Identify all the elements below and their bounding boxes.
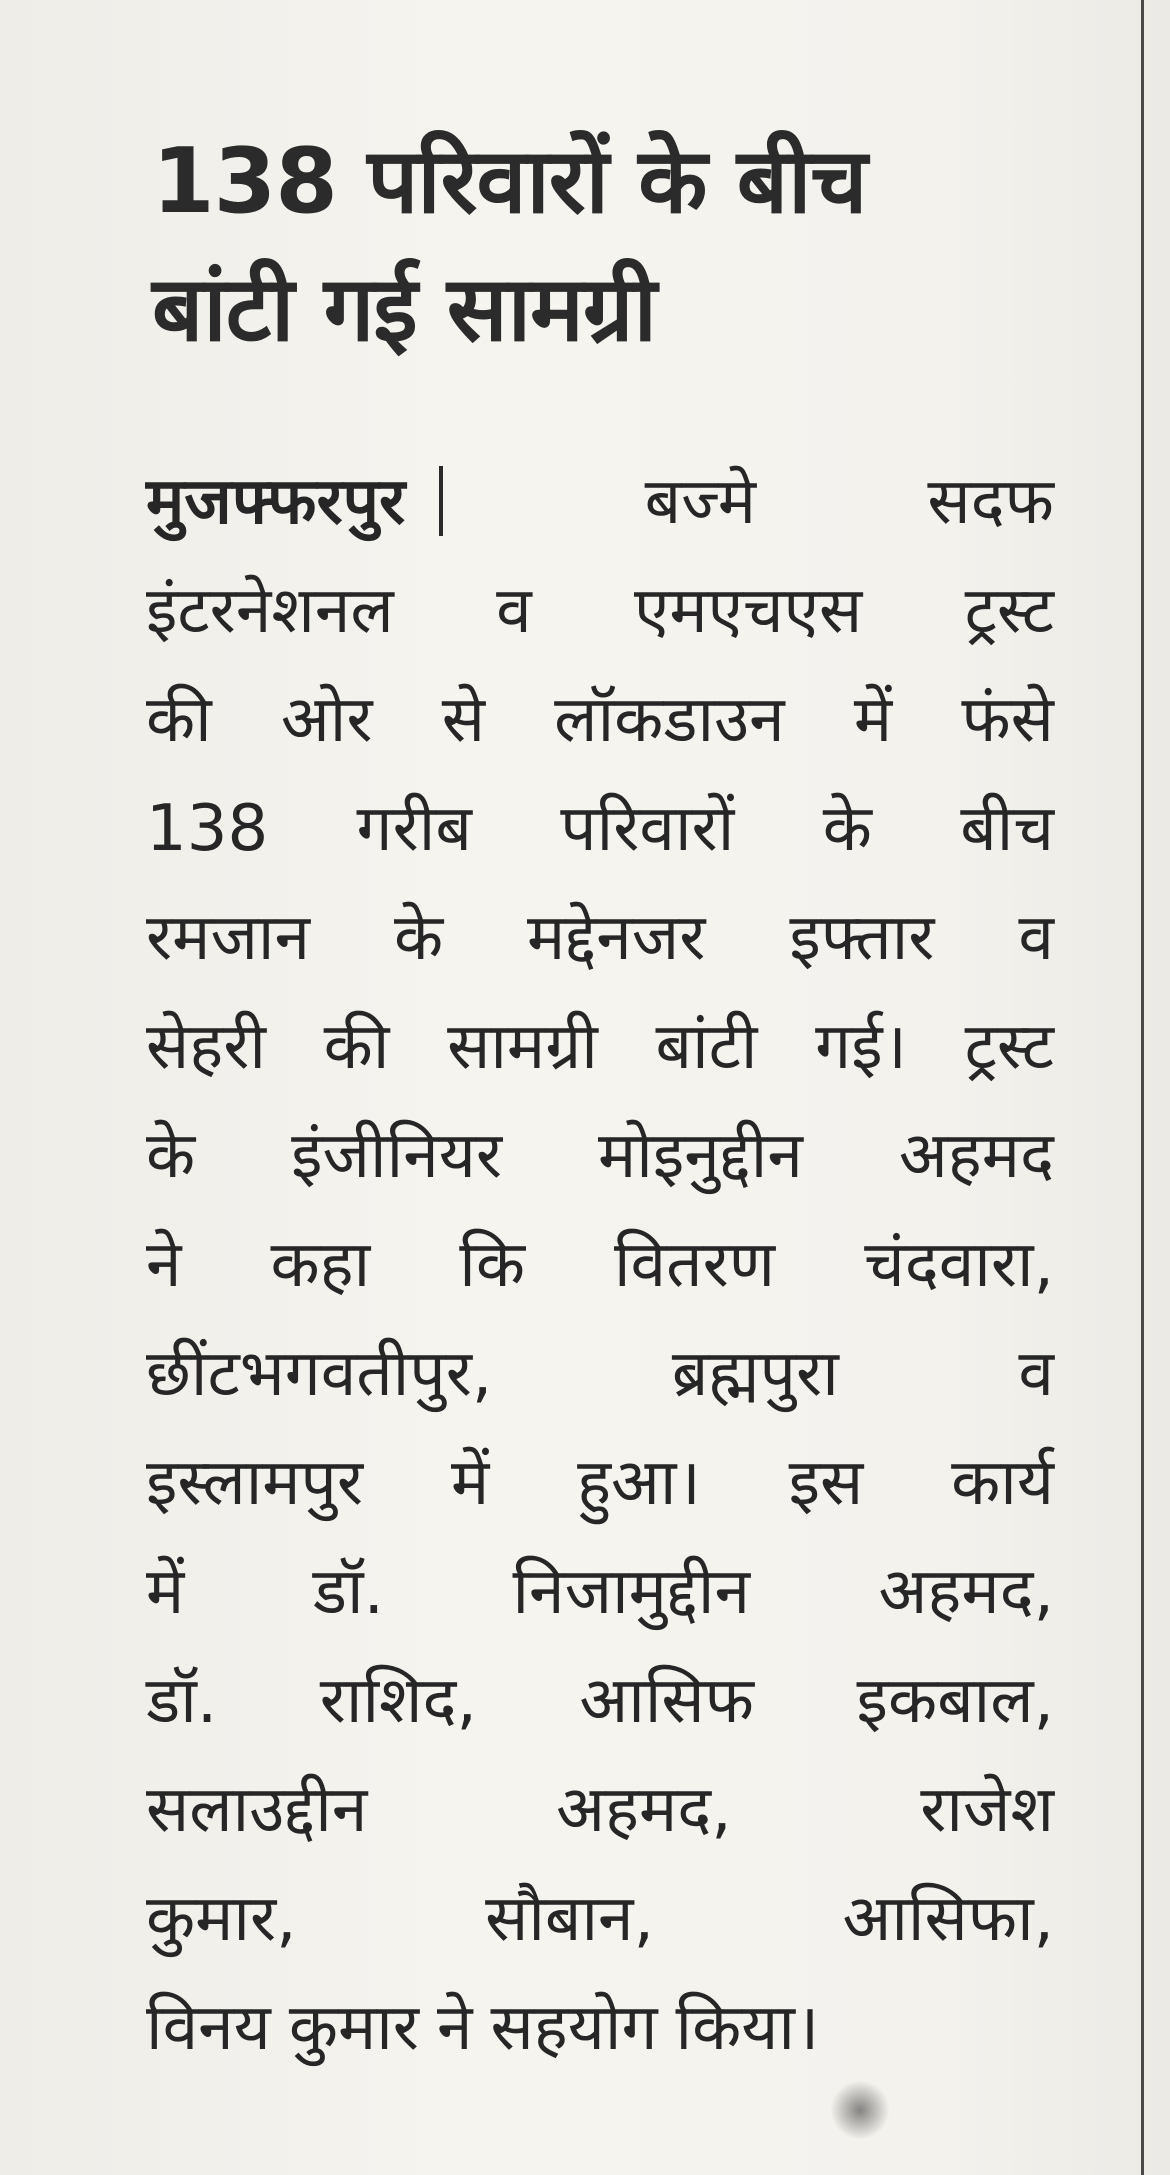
body-line bbox=[146, 993, 1054, 1102]
body-word: हुआ। bbox=[577, 1446, 701, 1520]
body-word: सदफ bbox=[927, 465, 1054, 539]
body-word: अहमद, bbox=[878, 1555, 1054, 1629]
body-word: एमएचएस bbox=[633, 574, 863, 648]
body-word: ट्रस्ट bbox=[964, 574, 1054, 648]
body-word: मोइनुद्दीन bbox=[597, 1119, 803, 1193]
body-word: किया। bbox=[675, 1991, 820, 2065]
body-word: छींटभगवतीपुर, bbox=[146, 1337, 493, 1411]
body-word: ने bbox=[146, 1228, 182, 1302]
body-word: कुमार, bbox=[146, 1882, 297, 1956]
body-line bbox=[146, 666, 1054, 775]
body-line bbox=[146, 1102, 1054, 1211]
ink-smudge bbox=[830, 2080, 890, 2140]
body-word: में bbox=[853, 683, 893, 757]
body-word: इंजीनियर bbox=[291, 1119, 503, 1193]
body-word: व bbox=[496, 574, 532, 648]
body-word: कार्य bbox=[951, 1446, 1054, 1520]
dateline-group bbox=[146, 448, 473, 557]
body-word: ट्रस्ट bbox=[964, 1010, 1054, 1084]
body-word: इस bbox=[788, 1446, 864, 1520]
body-line bbox=[146, 557, 1054, 666]
body-word: में bbox=[450, 1446, 490, 1520]
body-word: इस्लामपुर bbox=[146, 1446, 364, 1520]
body-word: 138 bbox=[146, 792, 269, 866]
body-word: बीच bbox=[960, 792, 1054, 866]
body-line bbox=[146, 1538, 1054, 1647]
body-word: ओर bbox=[280, 683, 373, 757]
body-word: विनय bbox=[146, 1991, 271, 2065]
body-word: राशिद, bbox=[319, 1664, 477, 1738]
body-word: गई। bbox=[815, 1010, 907, 1084]
body-word: की bbox=[323, 1010, 390, 1084]
body-word: परिवारों bbox=[560, 792, 735, 866]
body-word: डॉ. bbox=[312, 1555, 384, 1629]
article-headline bbox=[152, 118, 1052, 374]
body-word: अहमद bbox=[898, 1119, 1054, 1193]
body-word: के bbox=[822, 792, 872, 866]
body-word: सेहरी bbox=[146, 1010, 266, 1084]
body-word: सलाउद्दीन bbox=[146, 1773, 368, 1847]
body-word: इकबाल, bbox=[856, 1664, 1054, 1738]
body-word: सौबान, bbox=[485, 1882, 654, 1956]
body-word: चंदवारा, bbox=[864, 1228, 1054, 1302]
body-line bbox=[146, 1865, 1054, 1974]
dateline-separator bbox=[439, 466, 443, 536]
body-line bbox=[146, 1211, 1054, 1320]
body-line bbox=[146, 1647, 1054, 1756]
body-word: में bbox=[146, 1555, 185, 1629]
body-word: मद्देनजर bbox=[526, 901, 706, 975]
body-word: वितरण bbox=[613, 1228, 776, 1302]
body-line bbox=[146, 884, 1054, 993]
body-word: अहमद, bbox=[556, 1773, 732, 1847]
body-line bbox=[146, 1756, 1054, 1865]
body-word: व bbox=[1018, 1337, 1054, 1411]
dateline: मुजफ्फरपुर bbox=[146, 465, 406, 539]
body-word: बज्मे bbox=[644, 465, 757, 539]
body-word: ने bbox=[437, 1991, 473, 2065]
body-word: आसिफ bbox=[579, 1664, 755, 1738]
body-word: सामग्री bbox=[447, 1010, 598, 1084]
body-word: रमजान bbox=[146, 901, 311, 975]
body-word: से bbox=[441, 683, 485, 757]
body-word: गरीब bbox=[356, 792, 472, 866]
body-word: बांटी bbox=[655, 1010, 758, 1084]
body-line bbox=[146, 448, 1054, 557]
body-word: के bbox=[393, 901, 444, 975]
article-body bbox=[146, 448, 1054, 2083]
body-word: इंटरनेशनल bbox=[146, 574, 394, 648]
body-word: के bbox=[146, 1119, 196, 1193]
body-word: कहा bbox=[270, 1228, 371, 1302]
body-word: की bbox=[146, 683, 212, 757]
headline-line-1: 138 परिवारों के बीच bbox=[152, 129, 867, 234]
body-word: इफ्तार bbox=[789, 901, 935, 975]
body-word: राजेश bbox=[920, 1773, 1054, 1847]
body-word: कुमार bbox=[288, 1991, 419, 2065]
body-line bbox=[146, 1974, 1054, 2083]
body-word: डॉ. bbox=[146, 1664, 218, 1738]
body-line bbox=[146, 775, 1054, 884]
body-word: व bbox=[1018, 901, 1054, 975]
body-word: निजामुद्दीन bbox=[512, 1555, 750, 1629]
body-word: ब्रह्मपुरा bbox=[671, 1337, 839, 1411]
body-line bbox=[146, 1429, 1054, 1538]
column-rule bbox=[1141, 0, 1144, 2175]
body-word: फंसे bbox=[961, 683, 1054, 757]
body-word: कि bbox=[459, 1228, 525, 1302]
body-word: आसिफा, bbox=[842, 1882, 1054, 1956]
headline-line-2: बांटी गई सामग्री bbox=[152, 257, 656, 362]
body-line bbox=[146, 1320, 1054, 1429]
body-word: लॉकडाउन bbox=[554, 683, 785, 757]
body-word: सहयोग bbox=[490, 1991, 658, 2065]
